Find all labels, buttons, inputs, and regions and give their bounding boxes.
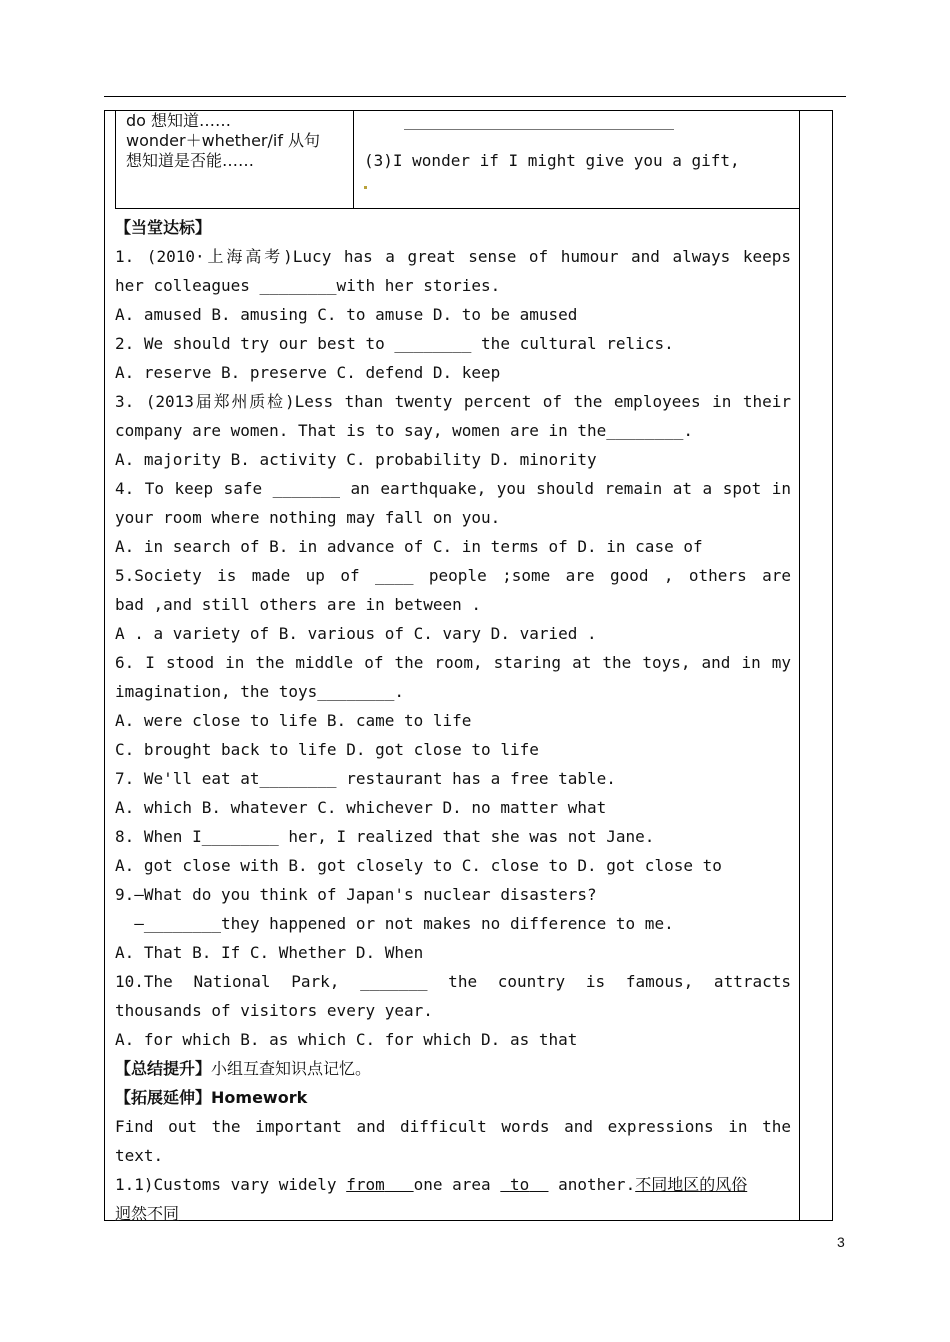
question-options: A. were close to life B. came to life: [115, 711, 472, 730]
vocab-notes: [116, 111, 354, 208]
extension-line: [115, 1083, 791, 1112]
worksheet-table: [104, 110, 800, 1221]
question-line: —________they happened or not makes no difference to me.: [115, 914, 674, 933]
homework-blank-from: from: [346, 1175, 385, 1194]
question-options: A. which B. whatever C. whichever D. no matter what: [115, 798, 607, 817]
question-options: C. brought back to life D. got close to life: [115, 740, 539, 759]
question-line: 10.The National Park, _______ the country is famous, attracts: [115, 972, 791, 991]
homework-translation: 不同地区的风俗: [635, 1175, 748, 1194]
question-options: A. got close with B. got closely to C. close to D. got close to: [115, 856, 722, 875]
question-options: A. reserve B. preserve C. defend D. keep: [115, 363, 501, 382]
homework-instruction: text.: [115, 1146, 164, 1165]
answer-blank: [404, 129, 674, 130]
question-line: 9.—What do you think of Japan's nuclear disasters?: [115, 885, 597, 904]
homework-item-middle: one area: [413, 1175, 501, 1194]
question-line: thousands of visitors every year.: [115, 1001, 433, 1020]
vocab-table: [115, 111, 800, 209]
question-line: 5.Society is made up of ____ people ;some are good , others are: [115, 566, 791, 585]
question-line: 3. (2013届郑州质检)Less than twenty percent of the employees in their: [115, 392, 791, 411]
question-line: bad ,and still others are in between .: [115, 595, 482, 614]
question-options: A. in search of B. in advance of C. in terms of D. in case of: [115, 537, 703, 556]
vocab-line: do 想知道……: [126, 111, 232, 130]
section-heading-extension: 【拓展延伸】: [115, 1088, 212, 1107]
stray-mark: [364, 186, 367, 189]
summary-text: 小组互查知识点记忆。: [211, 1059, 372, 1078]
question-line: her colleagues ________with her stories.: [115, 276, 501, 295]
homework-instruction: Find out the important and difficult words and expressions in the: [115, 1117, 791, 1136]
question-line: 4. To keep safe _______ an earthquake, you should remain at a spot in: [115, 479, 791, 498]
question-line: company are women. That is to say, women are in the________.: [115, 421, 693, 440]
header-rule: [104, 96, 846, 97]
question-options: A. for which B. as which C. for which D. as that: [115, 1030, 578, 1049]
margin-column: [799, 110, 833, 1221]
question-line: your room where nothing may fall on you.: [115, 508, 501, 527]
vocab-examples: [354, 111, 799, 208]
question-options: A. majority B. activity C. probability D. minority: [115, 450, 597, 469]
example-sentence: (3)I wonder if I might give you a gift,: [364, 151, 740, 170]
homework-item: [115, 1170, 791, 1199]
question-options: A. That B. If C. Whether D. When: [115, 943, 424, 962]
question-options: A . a variety of B. various of C. vary D. varied .: [115, 624, 597, 643]
homework-item-prefix: 1.1)Customs vary widely: [115, 1175, 347, 1194]
exercise-content: [115, 213, 791, 1228]
homework-translation-cont: 迥然不同: [115, 1204, 180, 1223]
question-line: 1. (2010·上海高考)Lucy has a great sense of humour and always keeps: [115, 247, 791, 266]
question-line: 8. When I________ her, I realized that she was not Jane.: [115, 827, 655, 846]
homework-item-after: another.: [548, 1175, 636, 1194]
vocab-line: 想知道是否能……: [126, 151, 255, 170]
question-line: 6. I stood in the middle of the room, staring at the toys, and in my: [115, 653, 791, 672]
summary-line: [115, 1054, 791, 1083]
question-line: 7. We'll eat at________ restaurant has a free table.: [115, 769, 616, 788]
question-options: A. amused B. amusing C. to amuse D. to be amused: [115, 305, 578, 324]
page-number: 3: [837, 1234, 845, 1250]
section-heading-practice: 【当堂达标】: [115, 218, 212, 237]
question-line: 2. We should try our best to ________ the cultural relics.: [115, 334, 674, 353]
question-line: imagination, the toys________.: [115, 682, 404, 701]
homework-blank-to: to: [509, 1175, 530, 1194]
extension-text: Homework: [211, 1088, 308, 1107]
homework-item-cont: [115, 1199, 791, 1228]
section-heading-summary: 【总结提升】: [115, 1059, 212, 1078]
vocab-line: wonder＋whether/if 从句: [126, 131, 321, 150]
